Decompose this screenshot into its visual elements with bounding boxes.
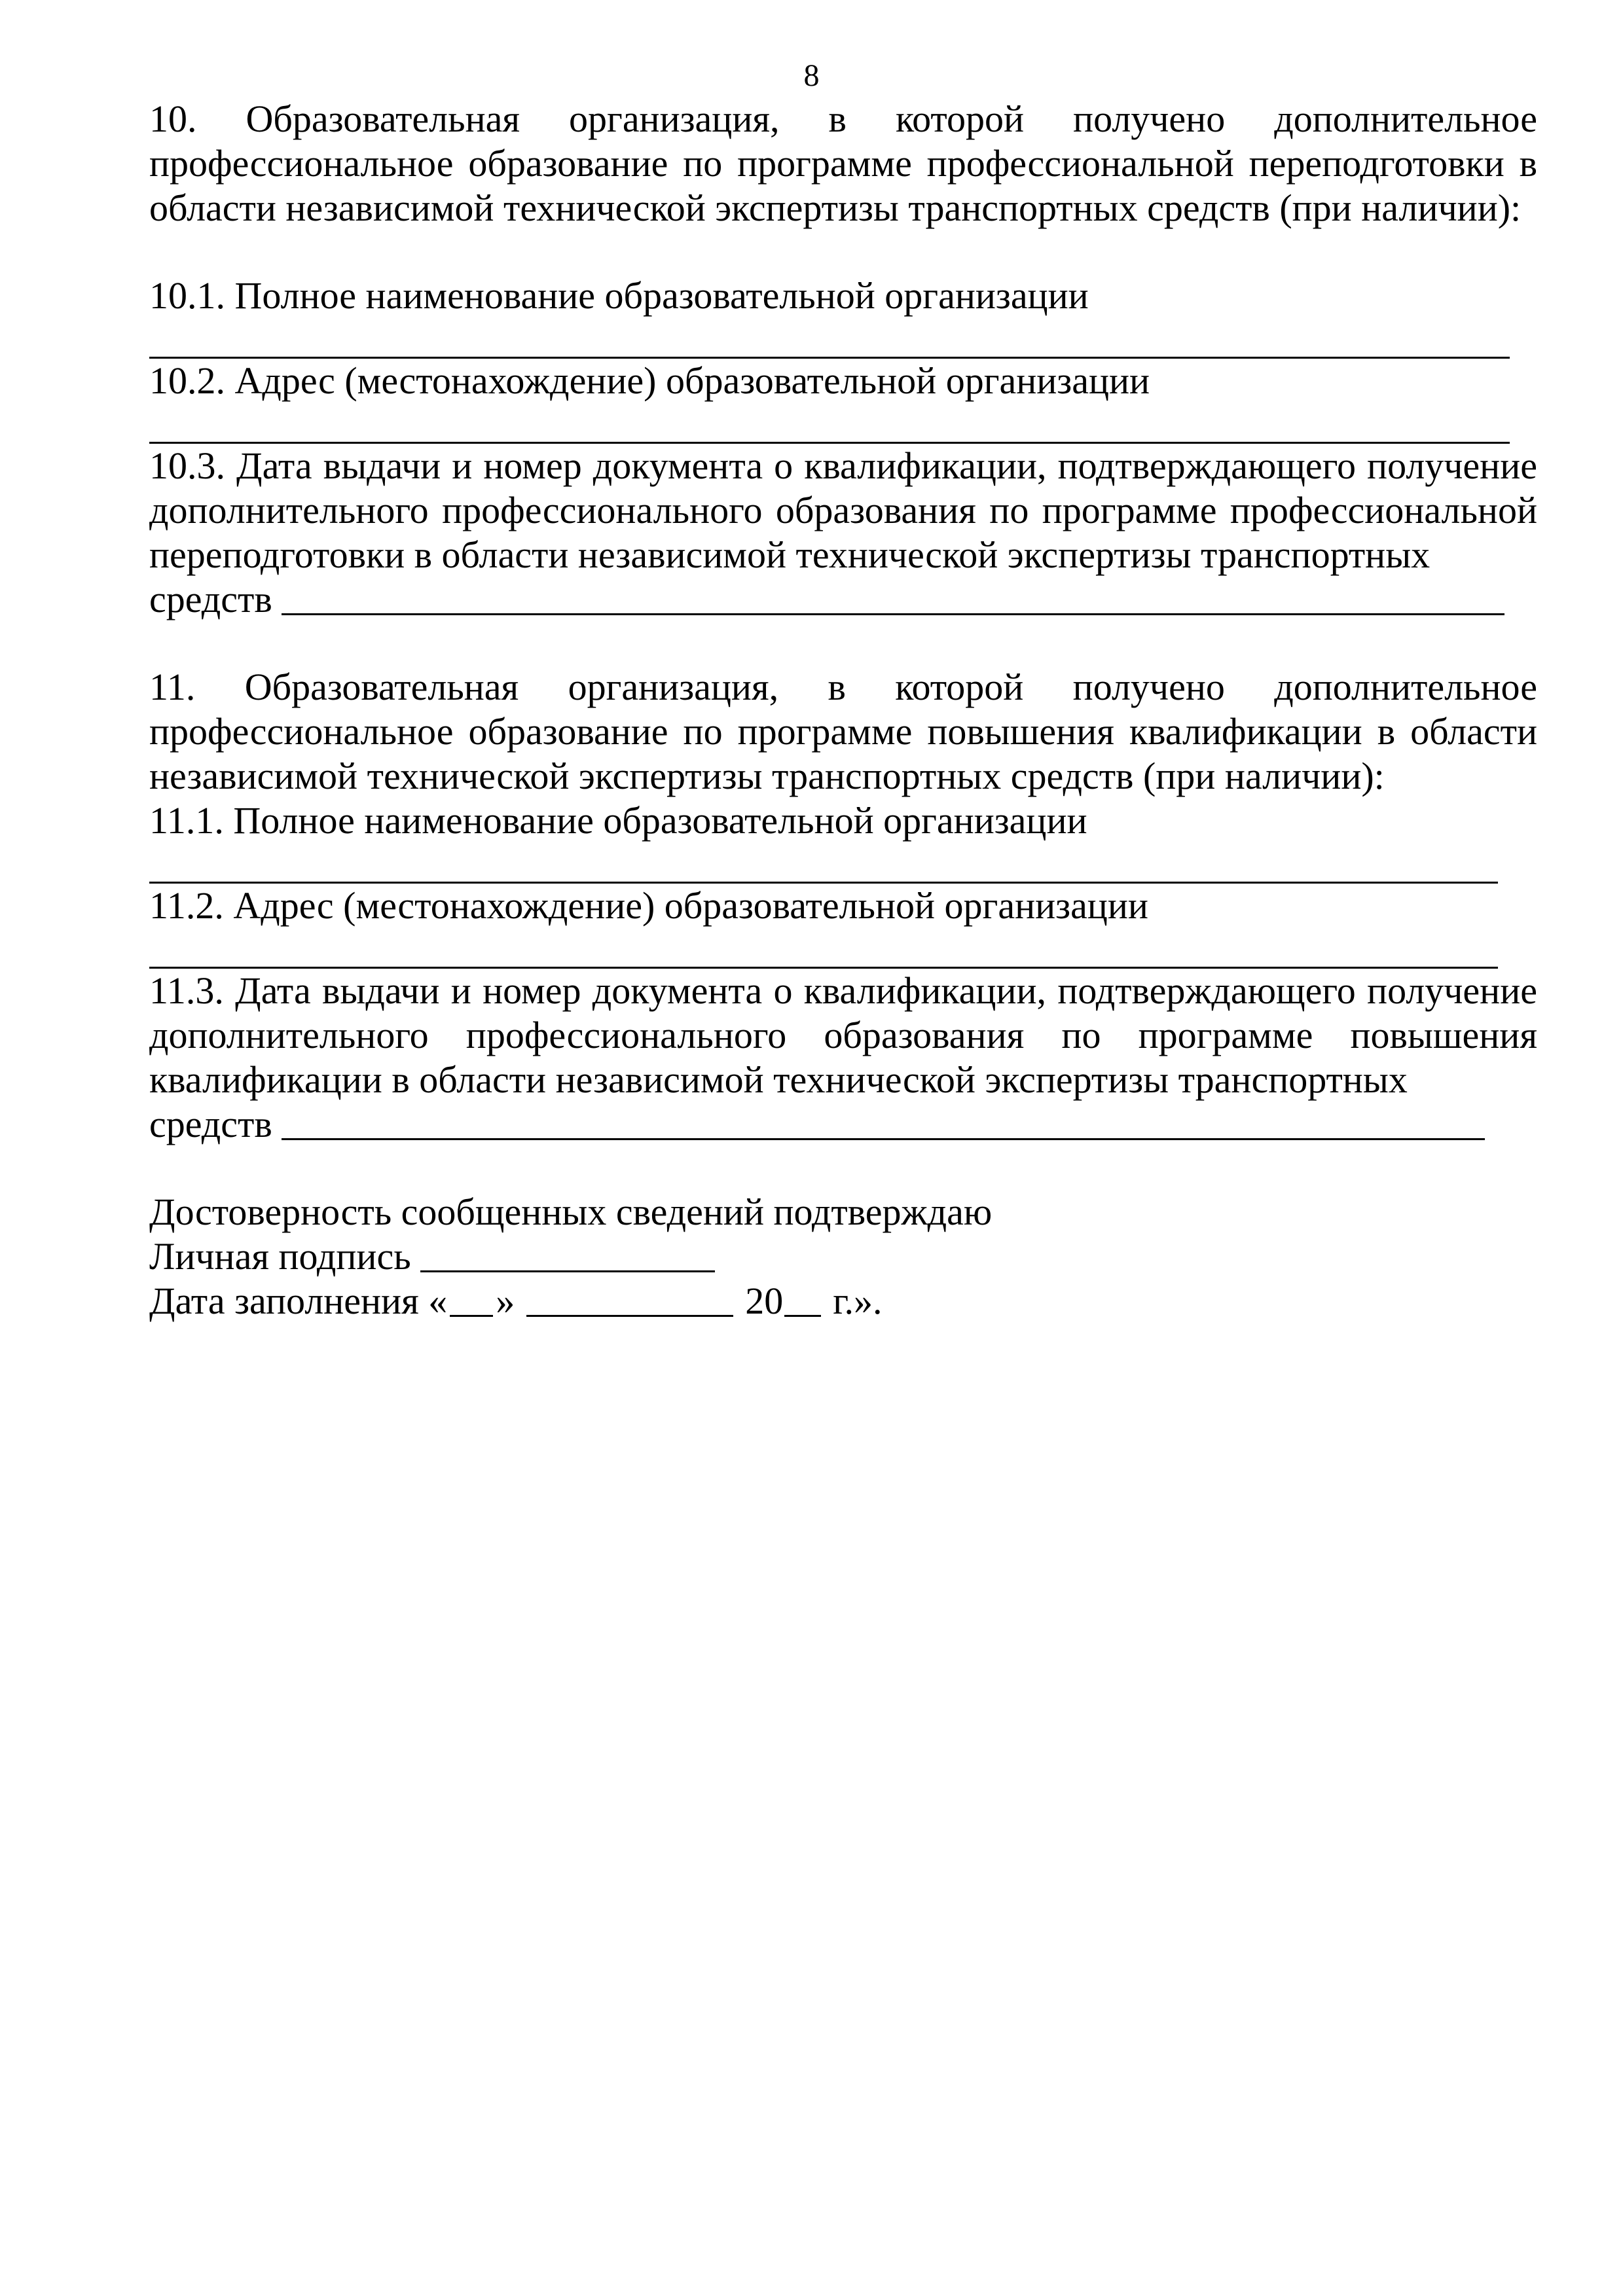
section-10-intro-line1: 10. Образовательная организация, в которой получено дополнительное [149,98,1537,140]
section-11-2-field[interactable] [149,928,1498,969]
section-10-intro: профессиональное образование по программе профессиональной переподготовки в области независимой технической экспертизы транспортных средств (при наличии): [149,142,1537,229]
section-11-1-label: 11.1. Полное наименование образовательной организации [149,799,1087,842]
section-10-2-field[interactable] [149,403,1510,444]
section-11-3-row [149,1102,1537,1147]
signature-label: Личная подпись [149,1235,411,1278]
section-11-intro: 11. Образовательная организация, в которой получено дополнительное профессиональное образование по программе повышения квалификации в области независимой технической экспертизы транспортных средств (при наличии): [149,666,1537,797]
section-10-1-label: 10.1. Полное наименование образовательной организации [149,274,1089,317]
date-year-prefix: 20 [745,1280,784,1322]
section-11-3-tail: средств [149,1103,272,1145]
signature-field[interactable] [420,1236,715,1272]
section-10-3-field[interactable] [282,579,1504,615]
signature-row [149,1234,1537,1279]
date-year-field[interactable] [784,1280,821,1317]
date-quote-close: » [496,1280,515,1322]
section-11-3-field[interactable] [282,1103,1485,1140]
date-day-field[interactable] [450,1280,493,1317]
section-10-1-field[interactable] [149,318,1510,359]
section-10-3-row [149,577,1537,622]
section-11-1-field[interactable] [149,843,1498,884]
confirmation-text: Достоверность сообщенных сведений подтверждаю [149,1191,993,1233]
page-number: 8 [803,58,820,93]
form-content [149,97,1537,1323]
section-11-2-label: 11.2. Адрес (местонахождение) образовательной организации [149,884,1148,927]
section-11-3-label: 11.3. Дата выдачи и номер документа о квалификации, подтверждающего получение дополнительного профессионального образования по программе повышения квалификации в области независимой технической экспертизы транспортных [149,969,1537,1101]
date-month-field[interactable] [526,1280,733,1317]
date-year-suffix: г.». [833,1280,883,1322]
section-10-3-tail: средств [149,578,272,620]
date-label: Дата заполнения « [149,1280,448,1322]
section-10-3-label: 10.3. Дата выдачи и номер документа о квалификации, подтверждающего получение дополнительного профессионального образования по программе профессиональной переподготовки в области независимой технической экспертизы транспортных [149,444,1537,576]
date-row [149,1279,1537,1323]
section-10-2-label: 10.2. Адрес (местонахождение) образовательной организации [149,359,1150,402]
